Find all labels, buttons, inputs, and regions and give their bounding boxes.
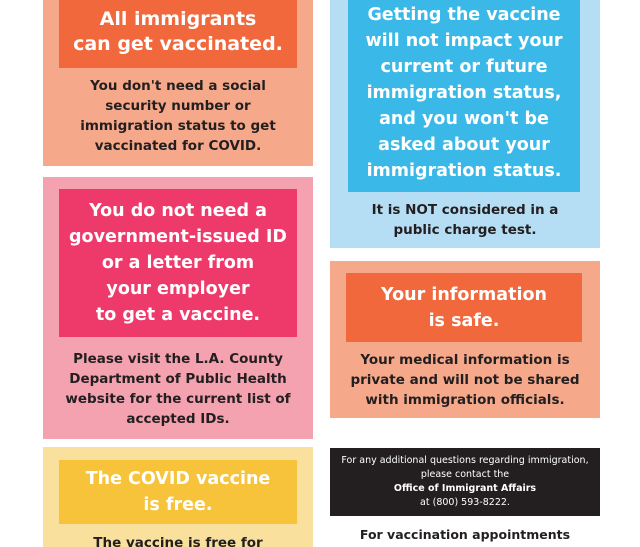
appointments-heading: For vaccination appointments	[359, 527, 571, 542]
contact-office-name: Office of Immigrant Affairs	[393, 483, 537, 494]
contact-phone: at (800) 593-8222.	[420, 497, 510, 508]
card-immigration-status	[330, 0, 600, 248]
immigration-contact-box	[330, 448, 600, 516]
card-information-safe	[330, 261, 600, 418]
contact-line-1: For any additional questions regarding immigration,	[341, 455, 589, 466]
card-immigration-status-body: It is NOT considered in a public charge test.	[371, 202, 559, 238]
card-all-immigrants-title: All immigrants can get vaccinated.	[59, 0, 297, 68]
card-all-immigrants-body: You don't need a social security number or immigration status to get vaccinated for COVID.	[80, 78, 276, 154]
card-vaccine-free-body: The vaccine is free for	[93, 535, 263, 547]
contact-line-2: please contact the	[420, 469, 510, 480]
card-no-id-needed	[43, 177, 313, 439]
card-no-id-needed-title: You do not need a government-issued ID or a letter from your employer to get a vaccine.	[59, 189, 297, 337]
card-no-id-needed-body: Please visit the L.A. County Department of Public Health website for the current list of accepted IDs.	[65, 351, 291, 427]
card-information-safe-title: Your information is safe.	[346, 273, 582, 342]
card-vaccine-free	[43, 447, 313, 547]
card-immigration-status-title: Getting the vaccine will not impact your current or future immigration status, and you won't be asked about your immigration status.	[348, 0, 580, 192]
card-information-safe-body: Your medical information is private and will not be shared with immigration officials.	[350, 352, 580, 408]
card-all-immigrants	[43, 0, 313, 166]
card-vaccine-free-title: The COVID vaccine is free.	[59, 460, 297, 524]
